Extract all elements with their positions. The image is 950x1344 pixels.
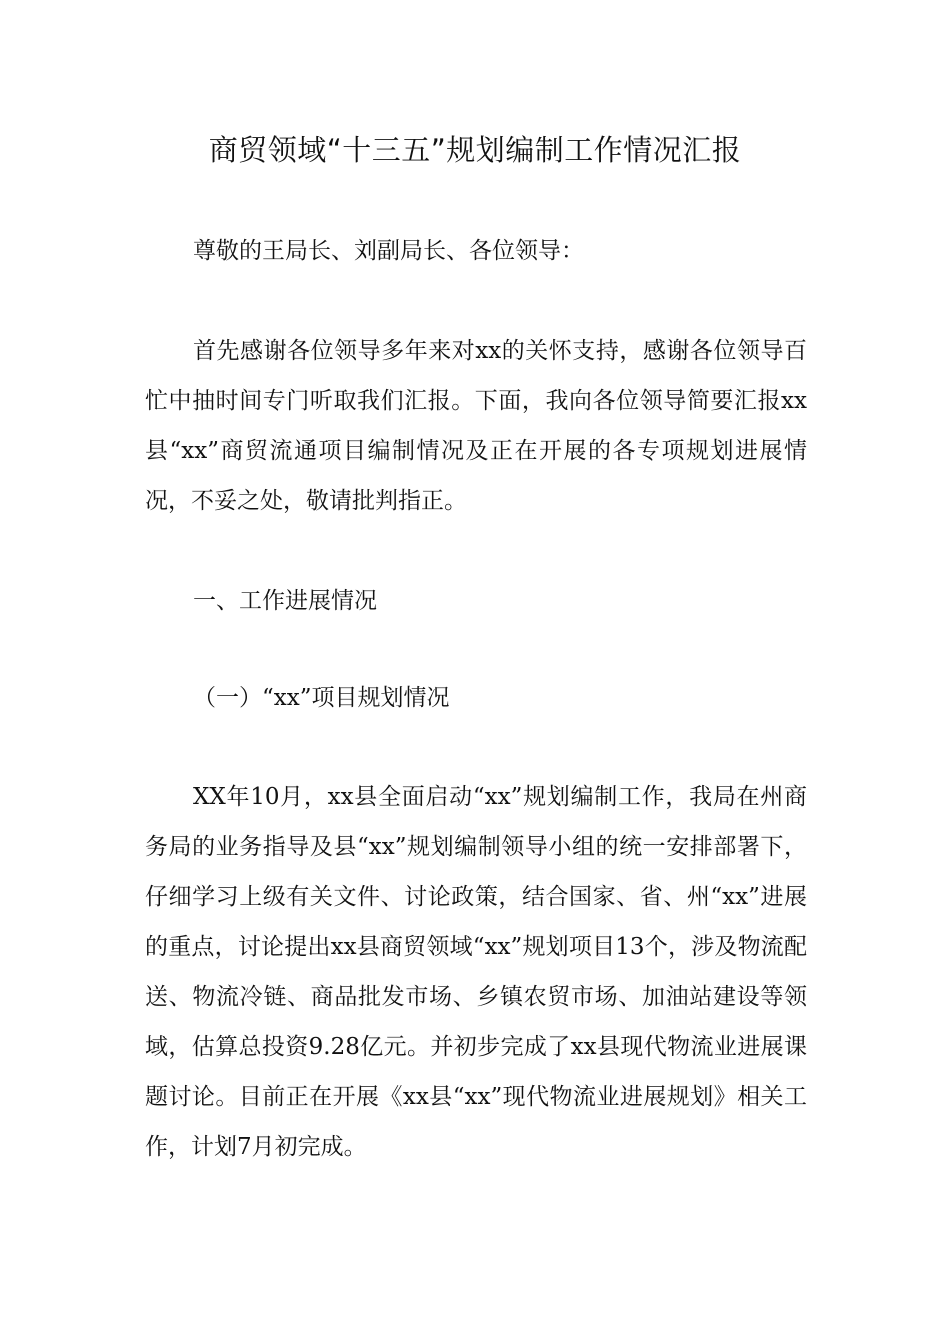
subsection-heading: （一）“xx”项目规划情况 bbox=[193, 685, 450, 711]
body-paragraph: XX年10月，xx县全面启动“xx”规划编制工作，我局在州商务局的业务指导及县“xx”规划编制领导小组的统一安排部署下，仔细学习上级有关文件、讨论政策，结合国家、省、州“xx”进展的重点，讨论提出xx县商贸领域“xx”规划项目13个，涉及物流配送、物流冷链、商品批发市场、乡镇农贸市场、加油站建设等领域，估算总投资9.28亿元。并初步完成了xx县现代物流业进展课题讨论。目前正在开展《xx县“xx”现代物流业进展规划》相关工作，计划7月初完成。 bbox=[145, 784, 807, 1160]
intro-paragraph: 首先感谢各位领导多年来对xx的关怀支持，感谢各位领导百忙中抽时间专门听取我们汇报。下面，我向各位领导简要汇报xx县“xx”商贸流通项目编制情况及正在开展的各专项规划进展情况，不妥之处，敬请批判指正。 bbox=[145, 338, 807, 514]
section-heading: 一、工作进展情况 bbox=[193, 588, 377, 614]
salutation: 尊敬的王局长、刘副局长、各位领导： bbox=[193, 238, 584, 264]
document-title: 商贸领域“十三五”规划编制工作情况汇报 bbox=[208, 133, 742, 167]
